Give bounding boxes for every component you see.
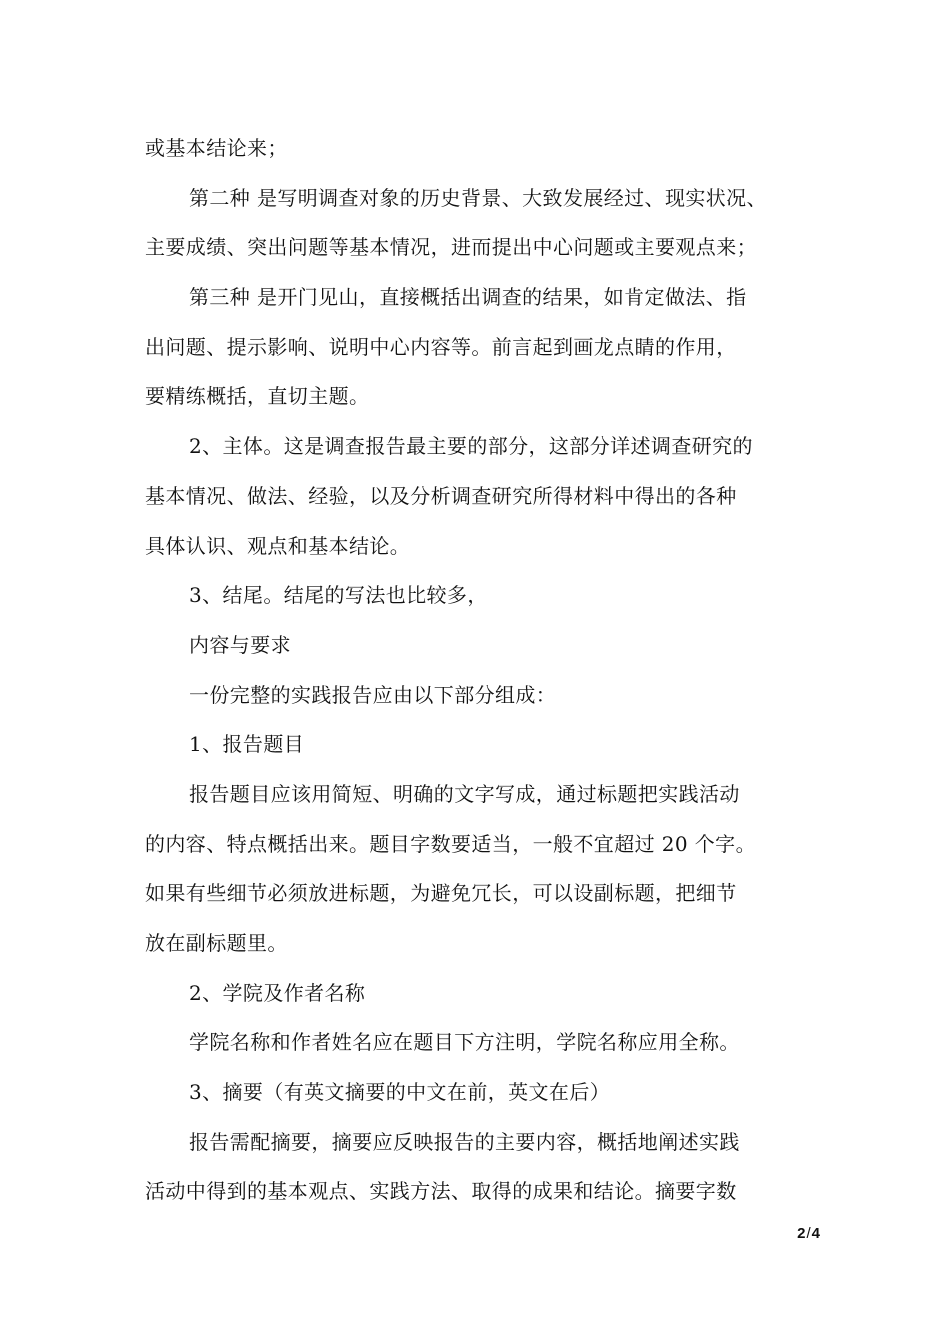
text-line: 放在副标题里。: [145, 931, 288, 955]
text-line: 活动中得到的基本观点、实践方法、取得的成果和结论。摘要字数: [145, 1179, 737, 1204]
text-line: 主要成绩、突出问题等基本情况，进而提出中心问题或主要观点来；: [145, 235, 757, 260]
page-number: [760, 1225, 820, 1242]
text-line: 或基本结论来；: [145, 136, 288, 160]
text-line: 如果有些细节必须放进标题，为避免冗长，可以设副标题，把细节: [145, 881, 737, 906]
total-pages: 4: [811, 1225, 820, 1242]
page-separator: /: [806, 1225, 811, 1242]
text-line: 3、结尾。结尾的写法也比较多，: [189, 583, 488, 608]
text-line: 出问题、提示影响、说明中心内容等。前言起到画龙点睛的作用，: [145, 334, 737, 359]
text-line: 要精练概括，直切主题。: [145, 384, 370, 409]
section-heading: 2、学院及作者名称: [189, 980, 366, 1005]
section-heading: 1、报告题目: [189, 732, 305, 757]
text-line: 的内容、特点概括出来。题目字数要适当，一般不宜超过 20 个字。: [145, 831, 756, 856]
text-line: 一份完整的实践报告应由以下部分组成：: [189, 682, 557, 707]
text-line: 具体认识、观点和基本结论。: [145, 533, 411, 558]
text-line: 2、主体。这是调查报告最主要的部分，这部分详述调查研究的: [189, 434, 753, 459]
section-heading: 内容与要求: [189, 632, 291, 657]
text-line: 报告题目应该用简短、明确的文字写成，通过标题把实践活动: [189, 781, 740, 806]
text-line: 报告需配摘要，摘要应反映报告的主要内容，概括地阐述实践: [189, 1129, 740, 1154]
text-line: 基本情况、做法、经验，以及分析调查研究所得材料中得出的各种: [145, 483, 737, 508]
document-body: [145, 124, 825, 1217]
text-line: 学院名称和作者姓名应在题目下方注明，学院名称应用全称。: [189, 1030, 740, 1055]
text-line: 第二种 是写明调查对象的历史背景、大致发展经过、现实状况、: [189, 185, 767, 210]
section-heading: 3、摘要（有英文摘要的中文在前，英文在后）: [189, 1080, 611, 1105]
text-line: 第三种 是开门见山，直接概括出调查的结果，如肯定做法、指: [189, 285, 747, 310]
current-page: 2: [797, 1225, 806, 1242]
